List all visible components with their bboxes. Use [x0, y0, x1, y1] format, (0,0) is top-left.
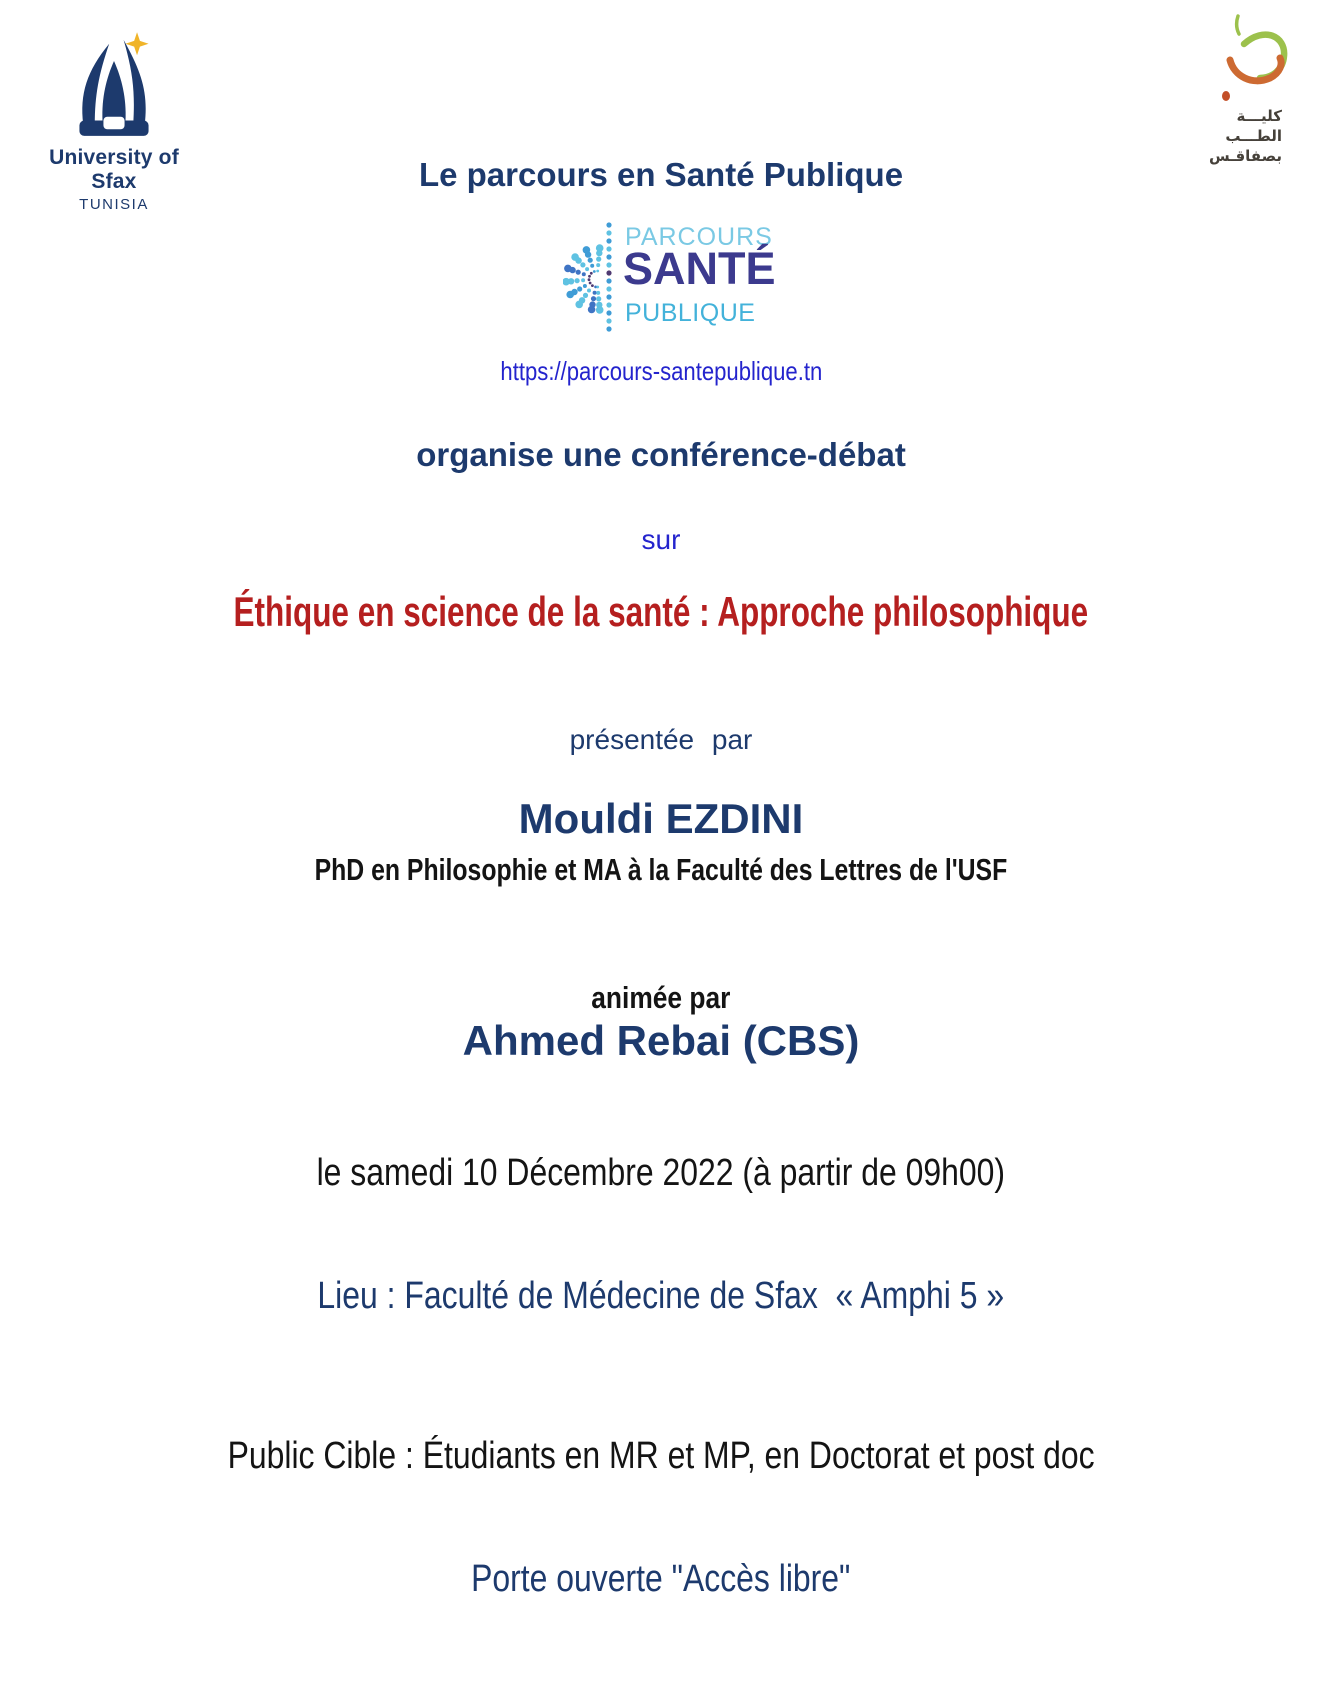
open-access-note: Porte ouverte "Accès libre"	[471, 1558, 851, 1600]
presented-by-label: présentée par	[569, 724, 753, 755]
fms-arabic-line3: بصفاقـس	[1209, 147, 1282, 165]
page-title: Le parcours en Santé Publique	[418, 156, 904, 193]
fms-mark-icon	[1186, 14, 1298, 106]
fms-arabic-line2: الطـــب	[1225, 127, 1282, 145]
parcours-sante-publique-logo	[563, 221, 776, 337]
access-row	[0, 1558, 1322, 1601]
organise-row	[0, 437, 1322, 474]
conference-topic: Éthique en science de la santé : Approche philosophique	[233, 588, 1089, 635]
usf-logo-title: University of Sfax	[49, 146, 179, 193]
organise-text: organise une conférence-débat	[416, 436, 906, 473]
moderator-name: Ahmed Rebai (CBS)	[462, 1017, 860, 1064]
audience-row	[0, 1435, 1322, 1478]
faculty-of-medicine-sfax-logo	[1178, 14, 1298, 166]
url-row	[0, 357, 1322, 386]
event-location: Lieu : Faculté de Médecine de Sfax « Amphi 5 »	[317, 1275, 1005, 1317]
topic-row	[0, 588, 1322, 635]
presented-by-row	[0, 724, 1322, 755]
target-audience: Public Cible : Étudiants en MR et MP, en Doctorat et post doc	[227, 1435, 1095, 1477]
event-date: le samedi 10 Décembre 2022 (à partir de 09h00)	[316, 1152, 1006, 1194]
moderated-by-label: animée par	[591, 980, 731, 1015]
speaker-title: PhD en Philosophie et MA à la Faculté des Lettres de l'USF	[314, 852, 1008, 887]
speaker-title-row	[0, 853, 1322, 888]
usf-logo-country: TUNISIA	[79, 196, 149, 213]
fms-arabic-line1: كليـــة	[1236, 107, 1282, 125]
date-row	[0, 1152, 1322, 1195]
speaker-name: Mouldi EZDINI	[518, 795, 804, 842]
psp-word-parcours: PARCOURS	[625, 223, 773, 251]
moderated-by-row	[0, 981, 1322, 1016]
website-link[interactable]: https://parcours-santepublique.tn	[500, 356, 822, 386]
usf-flame-mark-icon	[66, 30, 162, 142]
sur-row	[0, 524, 1322, 555]
moderator-row	[0, 1017, 1322, 1064]
location-row	[0, 1275, 1322, 1318]
psp-word-publique: PUBLIQUE	[625, 299, 756, 327]
speaker-row	[0, 795, 1322, 842]
sur-text: sur	[641, 524, 681, 555]
psp-word-sante: SANTÉ	[623, 243, 776, 294]
headline-row	[0, 157, 1322, 194]
psp-burst-icon	[563, 221, 623, 337]
